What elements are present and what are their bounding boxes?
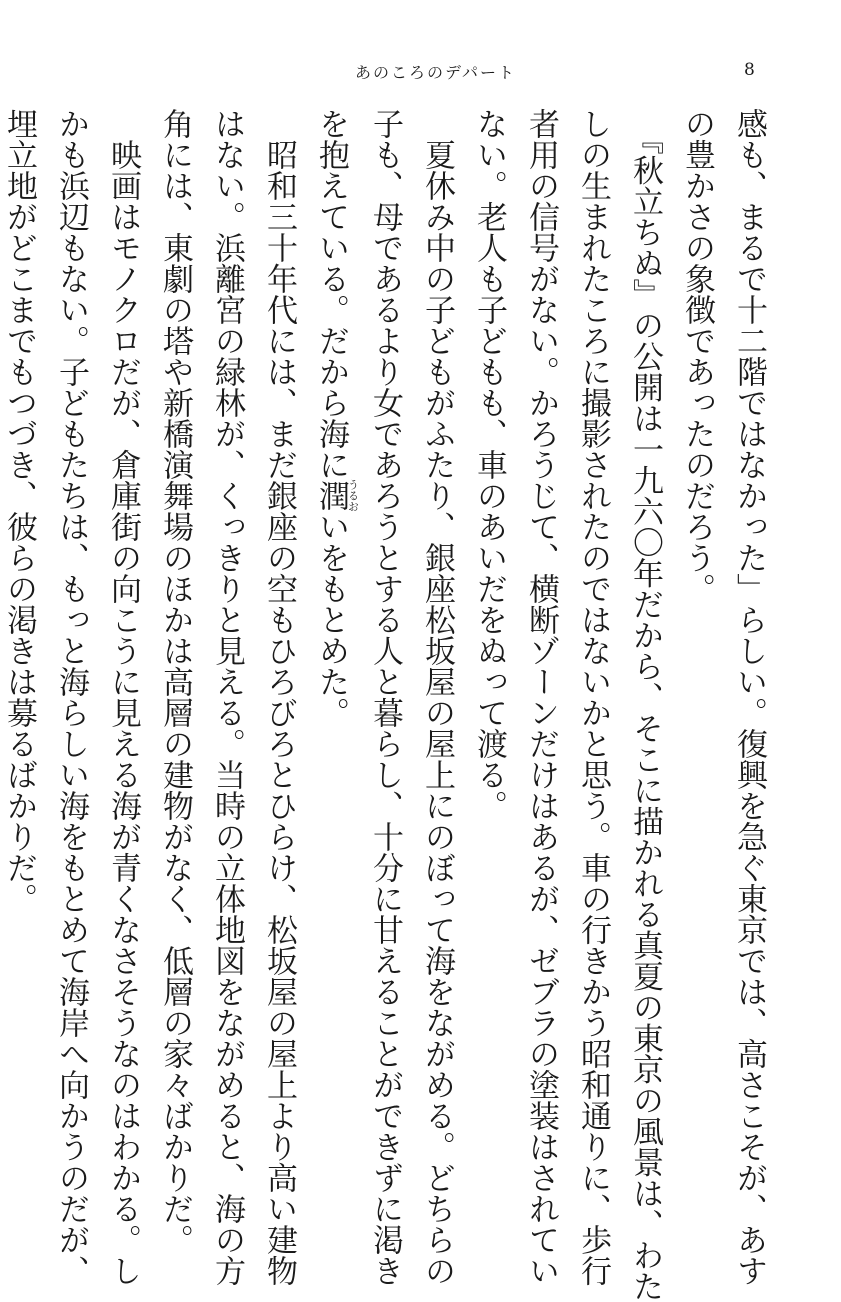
- ruby-base: 潤: [313, 479, 349, 512]
- ruby-reading: うるお: [346, 479, 360, 512]
- text-line-10: 昭和三十年代には、まだ銀座の空もひろびろとひらけ、松坂屋の屋上より高い建物: [261, 108, 297, 1286]
- text-line-4: しの生まれたころに撮影されたのではないかと思う。車の行きかう昭和通りに、歩行: [575, 108, 611, 1286]
- text-line-11: はない。浜離宮の緑林が、くっきりと見える。当時の立体地図をながめると、海の方: [209, 108, 245, 1286]
- text-line-2: の豊かさの象徴であったのだろう。: [679, 108, 715, 604]
- running-header-title: あのころのデパート: [355, 63, 517, 82]
- text-line-6: ない。老人も子どもも、車のあいだをぬって渡る。: [471, 108, 507, 821]
- text-line-9-part-1: を抱えている。だから海に: [313, 108, 349, 480]
- text-line-9-part-2: いをもとめた。: [313, 511, 349, 728]
- vertical-text-body: [1, 108, 775, 1302]
- text-line-9: [305, 108, 359, 1118]
- text-line-15: 埋立地がどこまでもつづき、彼らの渇きは募るばかりだ。: [1, 108, 37, 914]
- text-line-14: かも浜辺もない。子どもたちは、もっと海らしい海をもとめて海岸へ向かうのだが、: [53, 108, 89, 1286]
- text-line-12: 角には、東劇の塔や新橋演舞場のほかは高層の建物がなく、低層の家々ばかりだ。: [157, 108, 193, 1255]
- text-line-13: 映画はモノクロだが、倉庫街の向こうに見える海が青くなさそうなのはわかる。し: [105, 108, 141, 1286]
- text-line-1: 感も、まるで十二階ではなかった」らしい。復興を急ぐ東京では、高さこそが、あす: [731, 108, 767, 1286]
- text-line-3: 『秋立ちぬ』の公開は一九六〇年だから、そこに描かれる真夏の東京の風景は、わた: [627, 108, 663, 1302]
- ruby-word: [313, 479, 360, 512]
- page-number: 8: [744, 60, 755, 80]
- text-line-8: 子も、母であるより女であろうとする人と暮らし、十分に甘えることができずに渇き: [367, 108, 403, 1286]
- text-line-5: 者用の信号がない。かろうじて、横断ゾーンだけはあるが、ゼブラの塗装はされてい: [523, 108, 559, 1286]
- text-line-7: 夏休み中の子どもがふたり、銀座松坂屋の屋上にのぼって海をながめる。どちらの: [419, 108, 455, 1286]
